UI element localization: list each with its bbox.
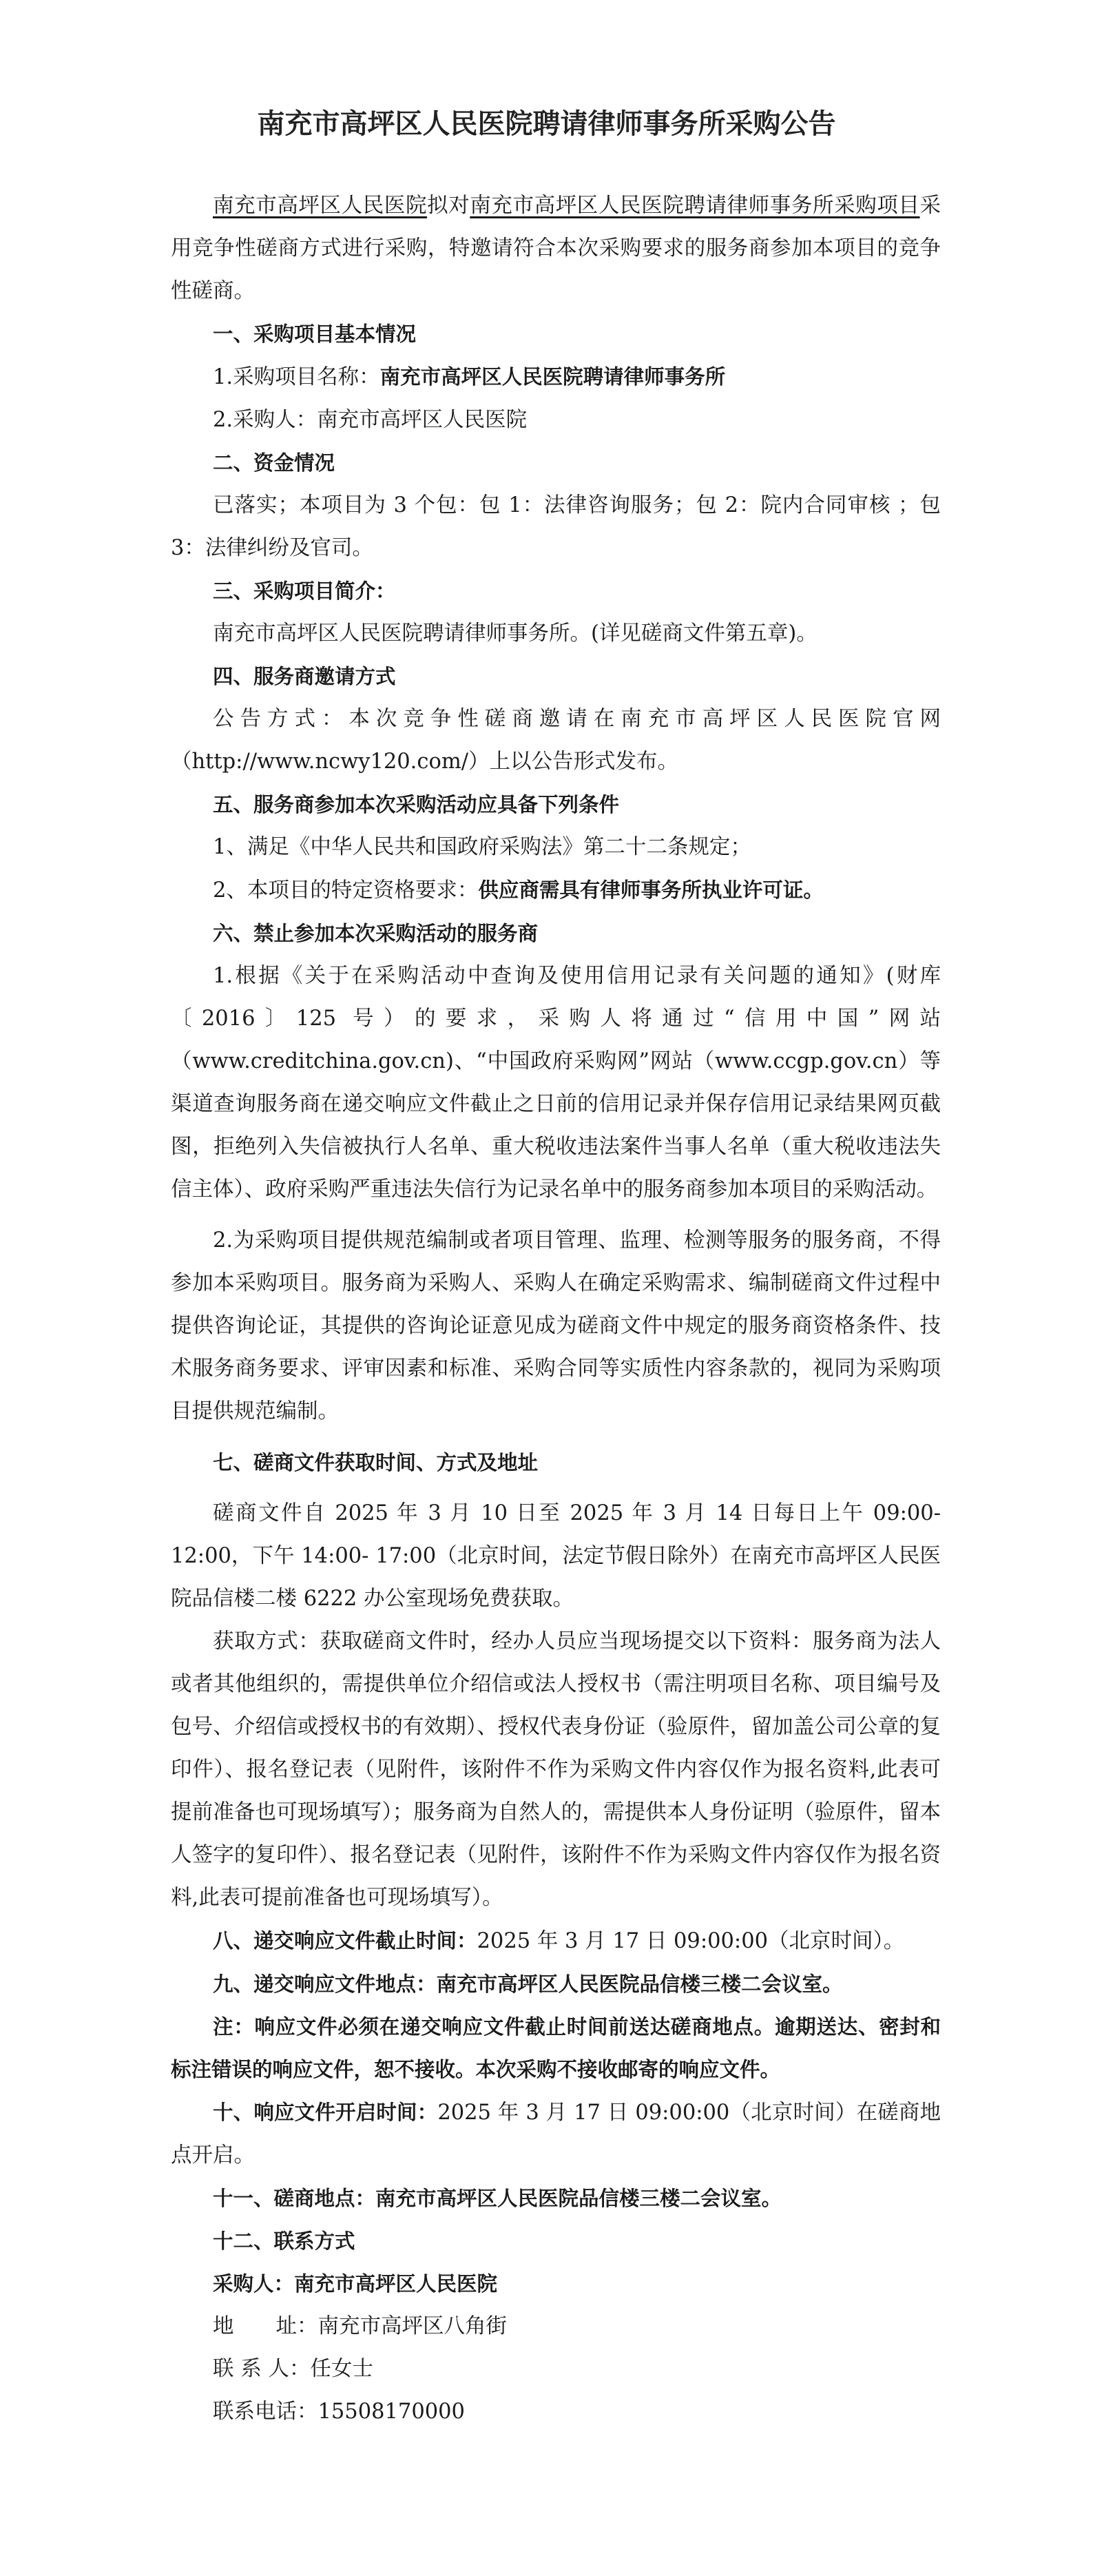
document-acquisition-method: 获取方式：获取磋商文件时，经办人员应当现场提交以下资料：服务商为法人或者其他组织的，需提供单位介绍信或法人授权书（需注明项目名称、项目编号及包号、介绍信或授权书的有效期）、授权代表身份证（验原件，留加盖公司公章的复印件）、报名登记表（见附件，该附件不作为采购文件内容仅作为报名资料,此表可提前准备也可现场填写）；服务商为自然人的，需提供本人身份证明（验原件，留本人签字的复印件）、报名登记表（见附件，该附件不作为采购文件内容仅作为报名资料,此表可提前准备也可现场填写）。 <box>171 1629 941 1910</box>
section-8-heading: 八、递交响应文件截止时间： <box>213 1929 477 1952</box>
project-name-value: 南充市高坪区人民医院聘请律师事务所 <box>379 365 726 389</box>
condition-item-2 <box>171 869 941 912</box>
opening-time-value: 2025 年 3 月 17 日 09:00:00（北京时间）在磋商地点开启。 <box>171 2101 941 2167</box>
section-9-heading: 九、递交响应文件地点：南充市高坪区人民医院品信楼三楼二会议室。 <box>213 1972 843 1996</box>
prohibition-item-1: 1.根据《关于在采购活动中查询及使用信用记录有关问题的通知》(财库〔2016〕125 号）的要求，采购人将通过“信用中国”网站（www.creditchina.gov.cn)、“中国政府采购网”网站（www.ccgp.gov.cn）等渠道查询服务商在递交响应文件截止之日前的信用记录并保存信用记录结果网页截图，拒绝列入失信被执行人名单、重大税收违法案件当事人名单（重大税收违法失信主体）、政府采购严重违法失信行为记录名单中的服务商参加本项目的采购活动。 <box>171 964 941 1202</box>
section-2-heading: 二、资金情况 <box>213 451 335 475</box>
section-4-heading: 四、服务商邀请方式 <box>213 665 396 688</box>
intro-purchaser: 南充市高坪区人民医院 <box>213 194 428 218</box>
section-5-heading: 五、服务商参加本次采购活动应具备下列条件 <box>213 793 620 816</box>
opening-time-line <box>171 2091 941 2177</box>
intro-project: 南充市高坪区人民医院聘请律师事务所采购项目 <box>470 194 920 218</box>
buyer-label: 2.采购人： <box>213 408 318 432</box>
document-body <box>171 185 941 2433</box>
section-7-heading: 七、磋商文件获取时间、方式及地址 <box>213 1451 539 1474</box>
prohibition-item-2: 2.为采购项目提供规范编制或者项目管理、监理、检测等服务的服务商，不得参加本采购项目。服务商为采购人、采购人在确定采购需求、编制磋商文件过程中提供咨询论证，其提供的咨询论证意见成为磋商文件中规定的服务商资格条件、技术服务商务要求、评审因素和标准、采购合同等实质性内容条款的，视同为采购项目提供规范编制。 <box>171 1228 941 1423</box>
invitation-text: 公告方式：本次竞争性磋商邀请在南充市高坪区人民医院官网（http://www.ncwy120.com/）上以公告形式发布。 <box>171 707 941 774</box>
section-10-heading: 十、响应文件开启时间： <box>213 2101 438 2124</box>
contact-buyer: 采购人：南充市高坪区人民医院 <box>213 2272 498 2296</box>
buyer-value: 南充市高坪区人民医院 <box>317 408 528 432</box>
contact-phone: 联系电话：15508170000 <box>213 2400 465 2424</box>
project-summary-text: 南充市高坪区人民医院聘请律师事务所。(详见磋商文件第五章)。 <box>213 621 818 646</box>
intro-text-2: 采用竞争性磋商方式进行采购，特邀请符合本次采购要求的服务商参加本项目的竞争性磋商。 <box>171 194 941 303</box>
section-11-heading: 十一、磋商地点：南充市高坪区人民医院品信楼三楼二会议室。 <box>213 2187 782 2210</box>
project-name-label: 1.采购项目名称： <box>213 365 380 389</box>
buyer-line <box>171 399 941 442</box>
condition-item-1: 1、满足《中华人民共和国政府采购法》第二十二条规定； <box>213 835 751 859</box>
contact-person: 联 系 人：任女士 <box>213 2357 373 2381</box>
intro-paragraph <box>171 185 941 313</box>
page-title: 南充市高坪区人民医院聘请律师事务所采购公告 <box>257 108 836 140</box>
deadline-line <box>171 1919 941 1963</box>
contact-address: 地 址：南充市高坪区八角街 <box>213 2314 507 2338</box>
submission-note: 注：响应文件必须在递交响应文件截止时间前送达磋商地点。逾期送达、密封和标注错误的响应文件，恕不接收。本次采购不接收邮寄的响应文件。 <box>171 2015 941 2081</box>
condition-item-2-requirement: 供应商需具有律师事务所执业许可证。 <box>478 878 824 902</box>
section-1-heading: 一、采购项目基本情况 <box>213 322 417 346</box>
section-6-heading: 六、禁止参加本次采购活动的服务商 <box>213 922 539 945</box>
funding-text: 已落实；本项目为 3 个包：包 1：法律咨询服务；包 2：院内合同审核 ；包 3：法律纠纷及官司。 <box>171 493 941 560</box>
intro-text-1: 拟对 <box>427 194 470 218</box>
deadline-value: 2025 年 3 月 17 日 09:00:00（北京时间）。 <box>477 1929 905 1953</box>
document-acquisition-time: 磋商文件自 2025 年 3 月 10 日至 2025 年 3 月 14 日每日上午 09:00-12:00，下午 14:00- 17:00（北京时间，法定节假日除外）在南充市高坪区人民医院品信楼二楼 6222 办公室现场免费获取。 <box>171 1501 941 1611</box>
section-12-heading: 十二、联系方式 <box>213 2229 355 2253</box>
condition-item-2-label: 2、本项目的特定资格要求： <box>213 878 479 903</box>
project-name-line <box>171 356 941 399</box>
section-3-heading: 三、采购项目简介： <box>213 579 396 603</box>
